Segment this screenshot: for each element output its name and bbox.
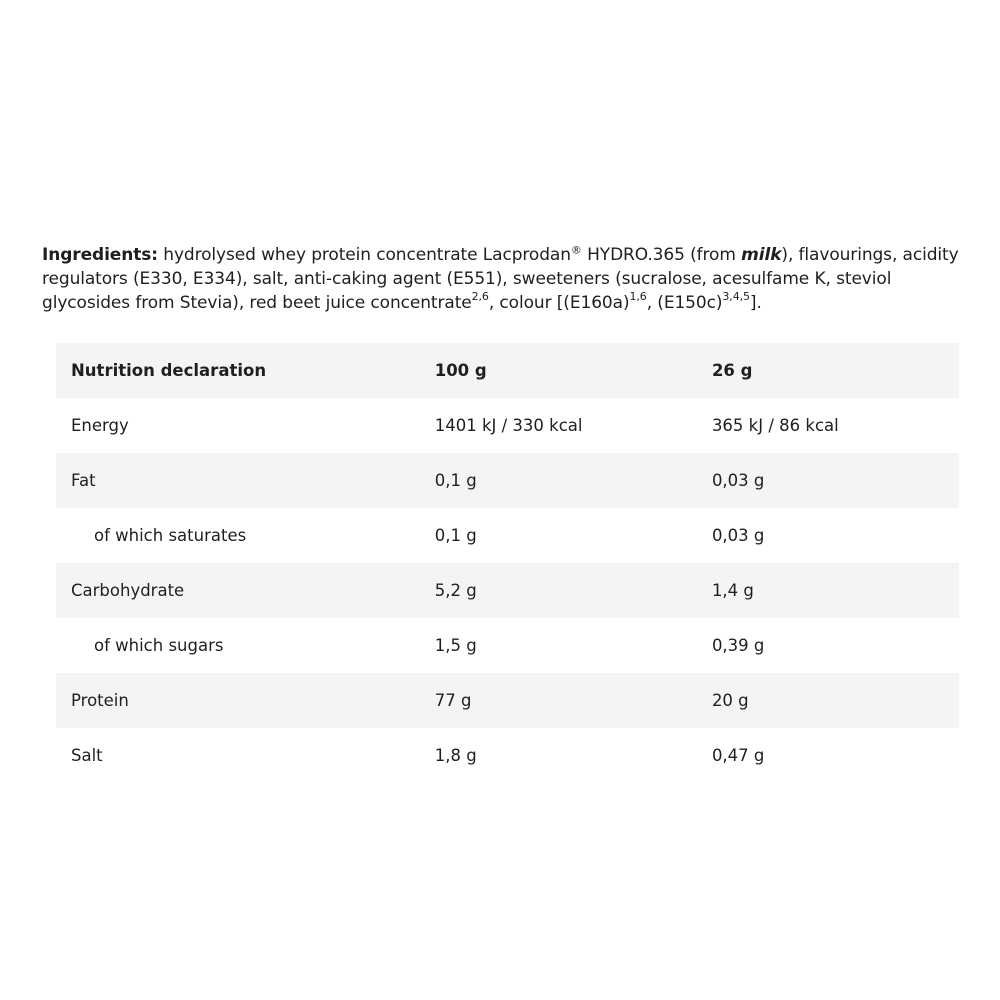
table-row-protein (56, 673, 959, 728)
registered-mark: ® (570, 243, 582, 257)
value-per-serving: 0,39 g (711, 636, 765, 655)
ingredients-text-5: , (E150c) (646, 293, 723, 313)
nutrient-name: Carbohydrate (71, 581, 185, 600)
nutrient-name: Fat (71, 471, 96, 490)
table-row-carbohydrate (56, 563, 959, 618)
value-per-serving: 365 kJ / 86 kcal (711, 416, 839, 435)
ingredients-text-1: hydrolysed whey protein concentrate Lacprodan (157, 245, 571, 265)
value-per-100g: 1,8 g (434, 746, 477, 765)
value-per-100g: 77 g (434, 691, 472, 710)
nutrient-name: Protein (71, 691, 129, 710)
footnote-ref-e160a: 1,6 (629, 290, 647, 304)
value-per-100g: 1401 kJ / 330 kcal (434, 416, 583, 435)
value-per-serving: 0,03 g (711, 526, 765, 545)
nutrient-name: Salt (71, 746, 103, 765)
header-nutrition-declaration: Nutrition declaration (71, 361, 267, 380)
nutrient-name: Energy (71, 416, 129, 435)
allergen-milk: milk (741, 245, 782, 265)
ingredients-label: Ingredients: (42, 245, 158, 265)
table-row-salt (56, 728, 959, 783)
header-per-serving: 26 g (711, 361, 753, 380)
table-row-sugars (56, 618, 959, 673)
nutrition-table (56, 343, 959, 783)
ingredients-text-4: , colour [(E160a) (488, 293, 630, 313)
ingredients-paragraph (42, 243, 972, 315)
value-per-serving: 0,03 g (711, 471, 765, 490)
footnote-ref-e150c: 3,4,5 (722, 290, 750, 304)
table-row-saturates (56, 508, 959, 563)
ingredients-text-3: ), flavourings, acidity regulators (E330, E334), salt, anti-caking agent (E551), sweeteners (sucralose, acesulfame K, steviol glycosides from Stevia), red beet juice concentrate (42, 245, 959, 313)
table-row-fat (56, 453, 959, 508)
value-per-serving: 0,47 g (711, 746, 765, 765)
footnote-ref-beet: 2,6 (471, 290, 489, 304)
header-per-100g: 100 g (434, 361, 487, 380)
nutrient-name: of which sugars (94, 636, 224, 655)
table-row-energy (56, 398, 959, 453)
table-header-row (56, 343, 959, 398)
value-per-serving: 20 g (711, 691, 749, 710)
value-per-100g: 0,1 g (434, 526, 477, 545)
value-per-serving: 1,4 g (711, 581, 754, 600)
value-per-100g: 5,2 g (434, 581, 477, 600)
nutrient-name: of which saturates (94, 526, 247, 545)
ingredients-text-2: HYDRO.365 (from (581, 245, 742, 265)
value-per-100g: 1,5 g (434, 636, 477, 655)
ingredients-text-6: ]. (749, 293, 762, 313)
value-per-100g: 0,1 g (434, 471, 477, 490)
